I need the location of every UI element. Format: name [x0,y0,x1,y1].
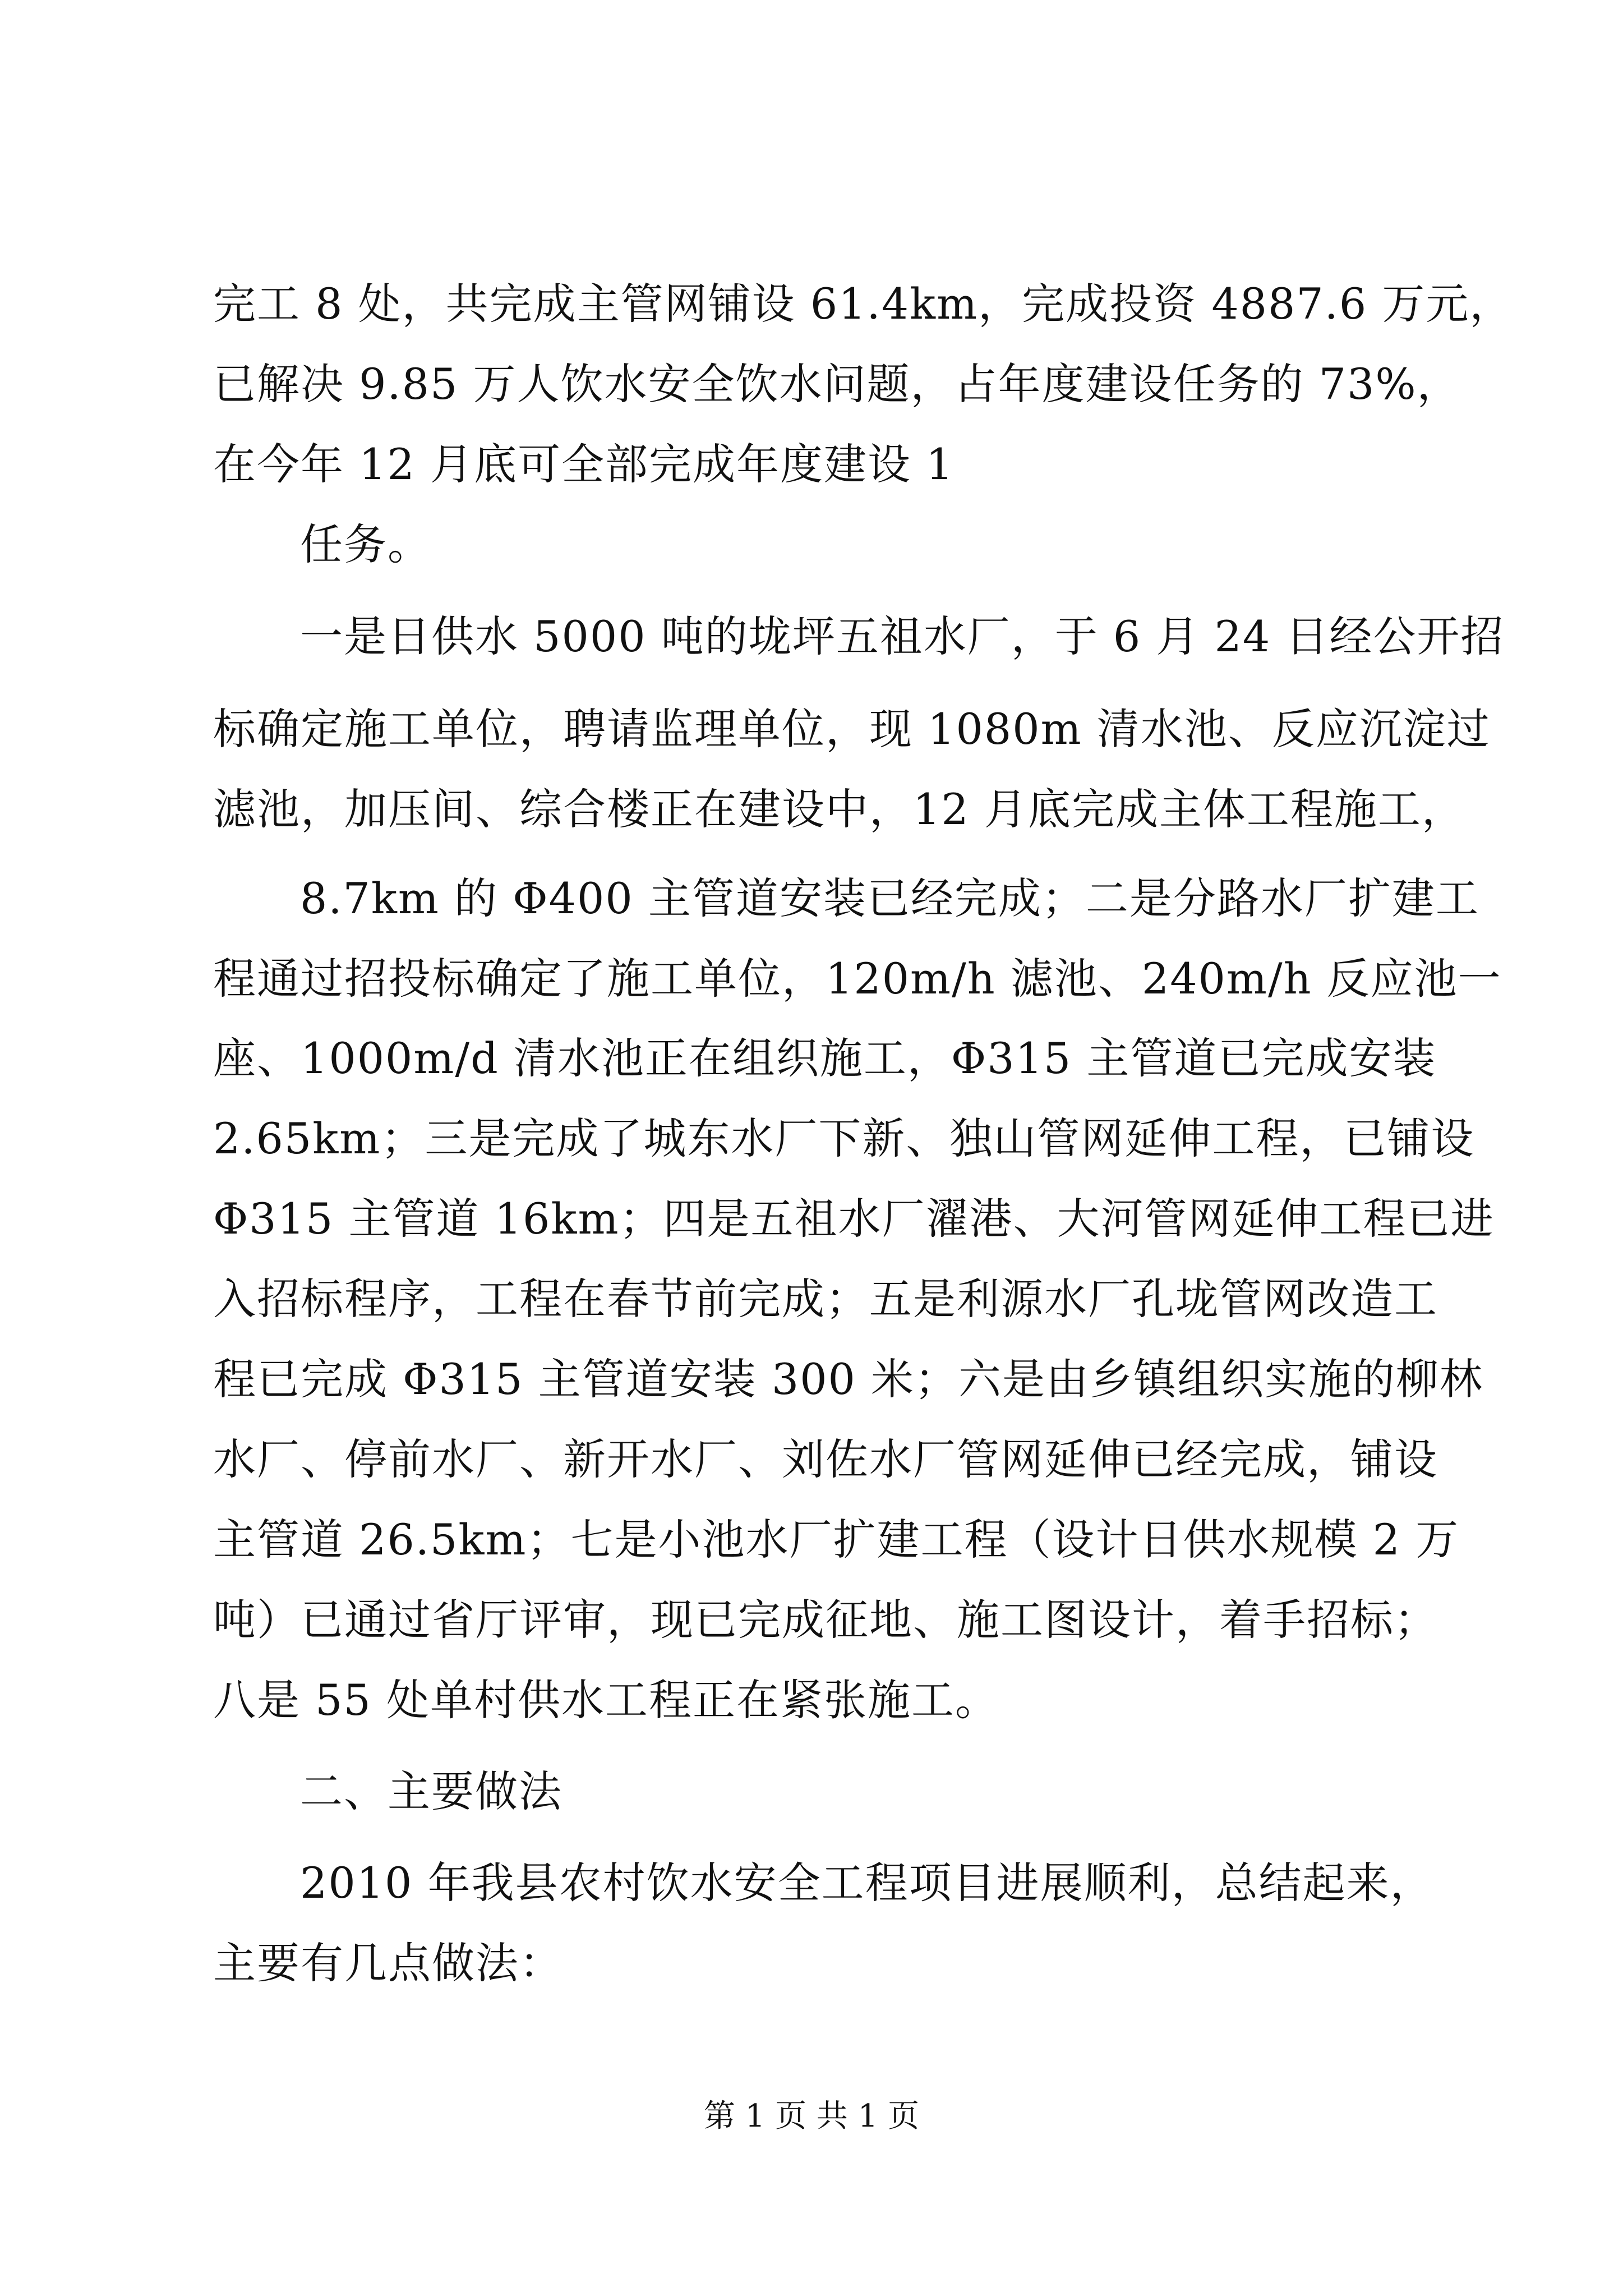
section-heading: 二、主要做法 [300,1766,562,1816]
body-line: 主要有几点做法： [213,1938,563,1988]
body-line: 已解决 9.85 万人饮水安全饮水问题，占年度建设任务的 73%， [213,359,1461,409]
body-line: 入招标程序，工程在春节前完成；五是利源水厂孔垅管网改造工 [213,1274,1438,1324]
body-line: 座、1000m/d 清水池正在组织施工，Φ315 主管道已完成安装 [213,1033,1437,1083]
body-line: 8.7km 的 Φ400 主管道安装已经完成；二是分路水厂扩建工 [300,873,1479,923]
body-line: 滤池，加压间、综合楼正在建设中，12 月底完成主体工程施工， [213,784,1465,834]
body-line: 完工 8 处，共完成主管网铺设 61.4km，完成投资 4887.6 万元， [213,279,1514,329]
body-line: 任务。 [300,519,431,569]
body-line: Φ315 主管道 16km；四是五祖水厂濯港、大河管网延伸工程已进 [213,1194,1495,1244]
body-line: 2010 年我县农村饮水安全工程项目进展顺利，总结起来， [300,1858,1434,1908]
body-line: 水厂、停前水厂、新开水厂、刘佐水厂管网延伸已经完成，铺设 [213,1434,1438,1484]
body-line: 2.65km；三是完成了城东水厂下新、独山管网延伸工程，已铺设 [213,1114,1475,1163]
body-line: 八是 55 处单村供水工程正在紧张施工。 [213,1675,999,1725]
page-footer: 第 1 页 共 1 页 [703,2098,920,2134]
body-line: 一是日供水 5000 吨的垅坪五祖水厂，于 6 月 24 日经公开招 [300,611,1505,661]
body-line: 程已完成 Φ315 主管道安装 300 米；六是由乡镇组织实施的柳林 [213,1354,1484,1404]
body-line: 吨）已通过省厅评审，现已完成征地、施工图设计，着手招标； [213,1595,1438,1645]
body-line: 标确定施工单位，聘请监理单位，现 1080m 清水池、反应沉淀过 [213,704,1491,754]
body-line: 程通过招投标确定了施工单位，120m/h 滤池、240m/h 反应池一 [213,954,1502,1004]
body-line: 主管道 26.5km；七是小池水厂扩建工程（设计日供水规模 2 万 [213,1515,1460,1565]
body-line: 在今年 12 月底可全部完成年度建设 1 [213,439,955,489]
